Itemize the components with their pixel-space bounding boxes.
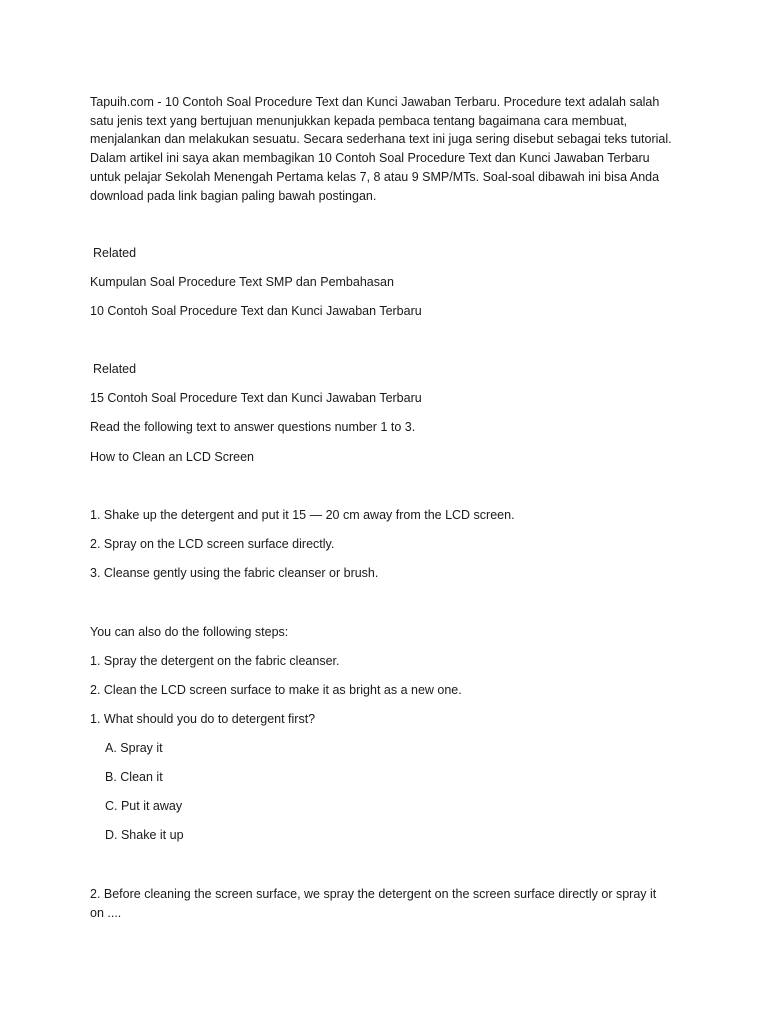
option-b: B. Clean it bbox=[105, 770, 163, 784]
intro-line: Dalam artikel ini saya akan membagikan 10 Contoh Soal Procedure Text dan Kunci Jawaban Terbaru bbox=[90, 151, 650, 166]
instruction-text: Read the following text to answer questions number 1 to 3. bbox=[90, 420, 416, 434]
intro-paragraph bbox=[90, 93, 680, 205]
option-a: A. Spray it bbox=[105, 741, 163, 755]
text-title: How to Clean an LCD Screen bbox=[90, 450, 254, 464]
question-2-text: on .... bbox=[90, 906, 122, 920]
intro-line: download pada link bagian paling bawah postingan. bbox=[90, 188, 377, 203]
option-d: D. Shake it up bbox=[105, 828, 184, 842]
related-link[interactable]: Kumpulan Soal Procedure Text SMP dan Pembahasan bbox=[90, 275, 394, 289]
step-item: 2. Spray on the LCD screen surface directly. bbox=[90, 537, 335, 551]
step-item: 1. Shake up the detergent and put it 15 — 20 cm away from the LCD screen. bbox=[90, 508, 515, 522]
related-link[interactable]: 10 Contoh Soal Procedure Text dan Kunci Jawaban Terbaru bbox=[90, 304, 422, 318]
alt-step-item: 2. Clean the LCD screen surface to make it as bright as a new one. bbox=[90, 683, 462, 697]
alt-steps-intro: You can also do the following steps: bbox=[90, 625, 289, 639]
intro-line: untuk pelajar Sekolah Menengah Pertama kelas 7, 8 atau 9 SMP/MTs. Soal-soal dibawah ini bisa Anda bbox=[90, 169, 660, 184]
intro-line: menjalankan dan melakukan sesuatu. Secara sederhana text ini juga sering disebut sebagai teks tutorial. bbox=[90, 132, 672, 147]
question-2-text: 2. Before cleaning the screen surface, we spray the detergent on the screen surface directly or spray it bbox=[90, 887, 657, 901]
related-link[interactable]: 15 Contoh Soal Procedure Text dan Kunci Jawaban Terbaru bbox=[90, 391, 422, 405]
intro-line: satu jenis text yang bertujuan menunjukkan kepada pembaca tentang bagaimana cara membuat, bbox=[90, 113, 628, 128]
related-heading: Related bbox=[93, 246, 137, 260]
alt-step-item: 1. Spray the detergent on the fabric cleanser. bbox=[90, 654, 340, 668]
question-1-text: 1. What should you do to detergent first? bbox=[90, 712, 316, 726]
option-c: C. Put it away bbox=[105, 799, 183, 813]
intro-line: Tapuih.com - 10 Contoh Soal Procedure Text dan Kunci Jawaban Terbaru. Procedure text adalah salah bbox=[90, 95, 660, 109]
step-item: 3. Cleanse gently using the fabric cleanser or brush. bbox=[90, 566, 379, 580]
related-heading: Related bbox=[93, 362, 137, 376]
